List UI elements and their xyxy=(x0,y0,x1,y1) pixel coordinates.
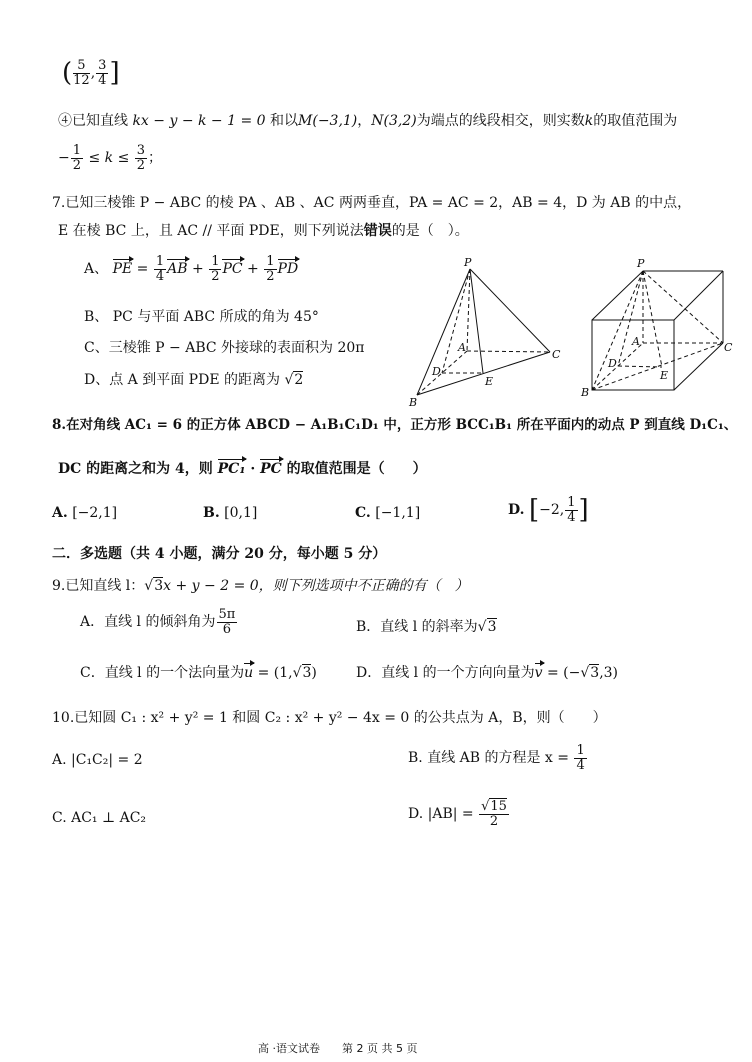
top-interval-fragment: ( $\frac{5}{12}$ , $\frac{3}{4}$ ] xyxy=(62,57,120,88)
q7-option-d: D、点 A 到平面 PDE 的距离为 √2 xyxy=(84,372,304,388)
q10-option-c: C. AC₁ ⊥ AC₂ xyxy=(52,810,147,826)
fig2-label-E: E xyxy=(660,369,669,382)
q8-option-d: D. [−2, $\frac{1}{4}$ ] xyxy=(508,494,589,525)
q10-stem: 10.已知圆 C₁ : x² + y² = 1 和圆 C₂ : x² + y² − 4x = 0 的公共点为 A，B，则（ ） xyxy=(52,710,607,726)
q9-option-c: C．直线 l 的一个法向量为u = (1,√3) xyxy=(80,665,317,681)
page-footer: 高 ·语文试卷 第 2 页 共 5 页 xyxy=(258,1042,418,1055)
q7-option-b: B、 PC 与平面 ABC 所成的角为 45° xyxy=(84,309,319,325)
q7-stem-line2: E 在棱 BC 上，且 AC // 平面 PDE，则下列说法错误的是（ ）。 xyxy=(58,223,469,239)
q8-stem-line2: DC 的距离之和为 4，则 PC₁ · PC 的取值范围是（ ） xyxy=(58,461,427,477)
q8-option-a: A. [−2,1] xyxy=(52,505,118,521)
q7-figure-pyramid xyxy=(405,255,575,410)
q7-option-c: C、三棱锥 P − ABC 外接球的表面积为 20π xyxy=(84,340,365,356)
fig2-label-D: D xyxy=(608,357,617,370)
q10-option-a: A. |C₁C₂| = 2 xyxy=(52,752,143,768)
q6-item4-answer: − $\frac{1}{2}$ ≤ k ≤ $\frac{3}{2}$ ； xyxy=(58,143,163,173)
fig1-label-E: E xyxy=(485,375,494,388)
q10-option-b: B. 直线 AB 的方程是 x = $\frac{1}{4}$ xyxy=(408,743,585,773)
q9-option-a: A．直线 l 的倾斜角为 $\frac{5\pi}{6}$ xyxy=(80,607,236,637)
q7-figure-cube xyxy=(578,255,738,400)
q7-option-a: A、 PE = $\frac{1}{4}$ AB + $\frac{1}{2}$ PC + $\frac{1}{2}$ PD xyxy=(84,254,299,284)
fig2-label-B: B xyxy=(581,386,590,399)
section-2-heading: 二．多选题（共 4 小题，满分 20 分，每小题 5 分） xyxy=(52,546,387,562)
fig1-label-A: A xyxy=(458,341,466,354)
fig2-label-A: A xyxy=(632,335,640,348)
q7-stem-line1: 7.已知三棱锥 P − ABC 的棱 PA 、AB 、AC 两两垂直，PA = AC = 2，AB = 4，D 为 AB 的中点， xyxy=(52,195,692,211)
q9-stem: 9.已知直线 l：√3x + y − 2 = 0，则下列选项中不正确的有（ ） xyxy=(52,578,469,594)
q6-item4-line1: ④已知直线 kx − y − k − 1 = 0 和以M(−3,1)，N(3,2)为端点的线段相交，则实数k的取值范围为 xyxy=(58,113,678,129)
fig1-label-B: B xyxy=(409,396,418,409)
fig1-label-C: C xyxy=(552,348,561,361)
q8-option-b: B. [0,1] xyxy=(203,505,258,521)
fig1-label-D: D xyxy=(432,365,441,378)
q9-option-d: D．直线 l 的一个方向向量为v = (−√3,3) xyxy=(356,665,619,681)
q10-option-d: D. |AB| = $\frac{√15}{2}$ xyxy=(408,799,507,829)
fig2-label-C: C xyxy=(724,341,733,354)
fig1-label-P: P xyxy=(464,256,472,269)
fig2-label-P: P xyxy=(637,257,645,270)
q8-option-c: C. [−1,1] xyxy=(355,505,421,521)
q9-option-b: B．直线 l 的斜率为√3 xyxy=(356,619,497,635)
q8-stem-line1: 8.在对角线 AC₁ = 6 的正方体 ABCD − A₁B₁C₁D₁ 中，正方形 BCC₁B₁ 所在平面内的动点 P 到直线 D₁C₁、 xyxy=(52,417,738,433)
